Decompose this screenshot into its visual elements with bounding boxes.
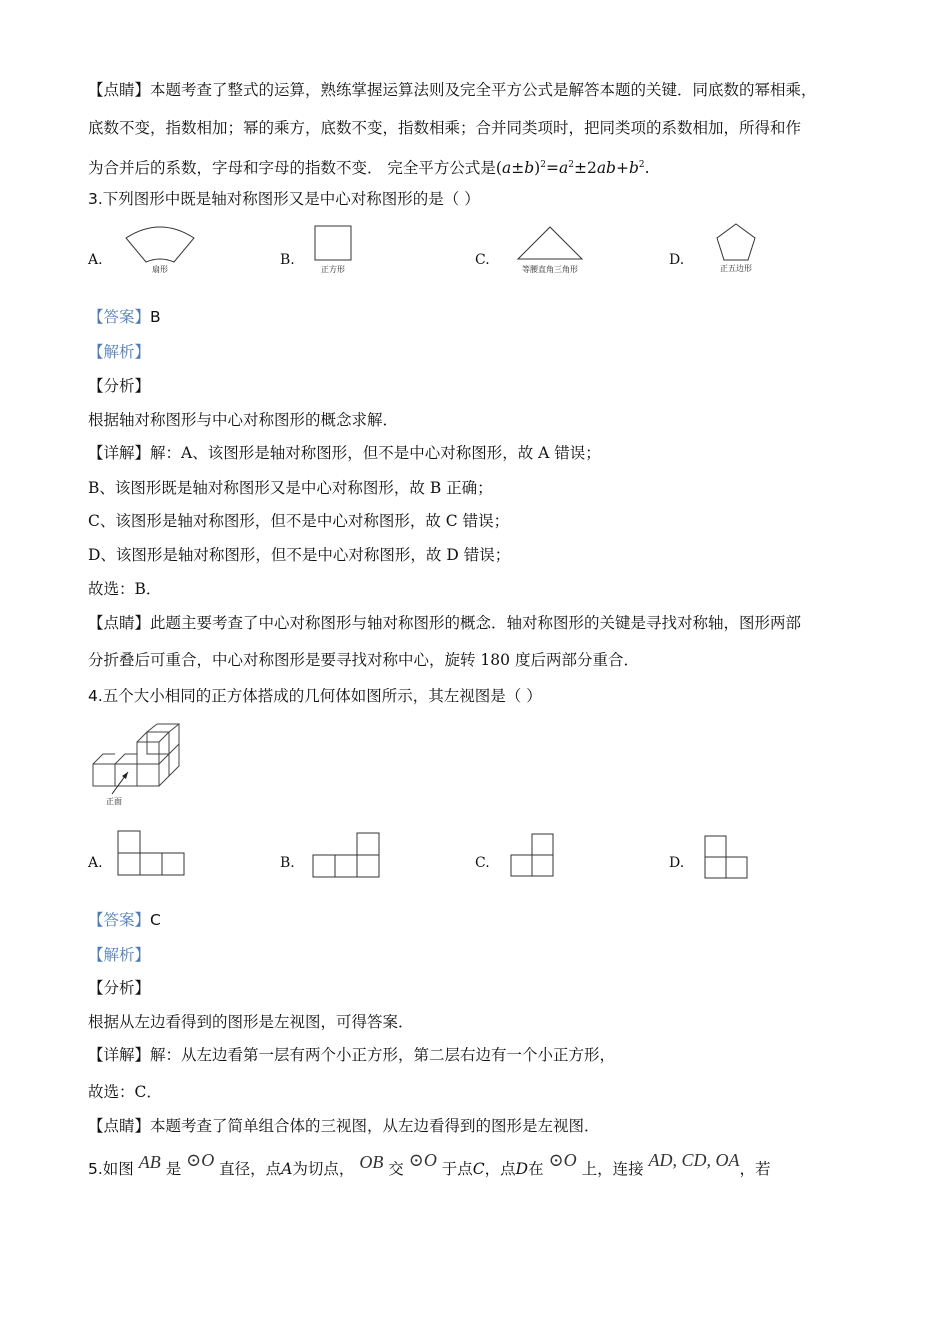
q4-option-d-label: D.	[669, 855, 685, 871]
cube-stack-figure	[88, 722, 198, 810]
q4-dianjing	[88, 1116, 600, 1136]
var-a: a	[501, 159, 512, 178]
var-b: b	[524, 159, 535, 178]
paren-close: )	[534, 159, 541, 178]
question-3	[88, 189, 480, 209]
point-a: A	[281, 1160, 293, 1178]
xiangjie-text: 解：从左边看第一层有两个小正方形，第二层右边有一个小正方形，	[150, 1046, 616, 1064]
dianjing-text: 本题考查了整式的运算，熟练掌握运算法则及完全平方公式是解答本题的关键．同底数的幂相乘，	[150, 81, 817, 99]
q3-dianjing-2: 分折叠后可重合，中心对称图形是要寻找对称中心，旋转 180 度后两部分重合．	[88, 651, 639, 669]
q4-view-d	[701, 832, 755, 884]
var-a: a	[558, 159, 569, 178]
q3-option-a-label: A.	[88, 252, 103, 268]
segment-ob: OB	[359, 1152, 384, 1172]
q5-text: ，点	[484, 1160, 516, 1178]
q3-option-c-label: C.	[475, 252, 490, 268]
circle-o: ⊙O	[186, 1150, 215, 1170]
pm-two: ±2	[573, 159, 597, 178]
dianjing-text: 此题主要考查了中心对称图形与轴对称图形的概念．轴对称图形的关键是寻找对称轴，图形两部	[150, 614, 802, 632]
q5-text: 交	[388, 1160, 404, 1178]
q4-choose: 故选：C．	[88, 1083, 162, 1101]
q5-text: ，若	[739, 1160, 771, 1178]
q3-answer	[88, 307, 161, 327]
q3-c-line: C、该图形是轴对称图形，但不是中心对称图形，故 C 错误；	[88, 512, 510, 530]
dianjing-tag: 【点睛】	[88, 614, 151, 632]
q3-choose: 故选：B．	[88, 580, 162, 598]
q3-caption-d: 正五边形	[720, 264, 752, 273]
q3-caption-c: 等腰直角三角形	[522, 265, 578, 274]
dianjing-line-3	[88, 155, 650, 178]
answer-value: B	[150, 308, 161, 326]
var-ab: ab	[596, 159, 616, 178]
q5-text: 在	[528, 1160, 544, 1178]
answer-tag: 【答案】	[88, 911, 151, 929]
pm-sign: ±	[511, 159, 525, 178]
q4-option-b-label: B.	[280, 855, 295, 871]
front-label: 正面	[106, 797, 122, 806]
q4-fenxi-tag: 【分析】	[88, 979, 151, 997]
dianjing-text: 本题考查了简单组合体的三视图，从左边看得到的图形是左视图．	[150, 1117, 600, 1135]
dianjing-line-2	[88, 118, 801, 138]
q3-jiexi-tag: 【解析】	[88, 343, 151, 361]
q4-fenxi: 根据从左边看得到的图形是左视图，可得答案．	[88, 1013, 414, 1031]
q3-caption-a: 扇形	[152, 265, 168, 274]
q4-option-a-label: A.	[88, 855, 103, 871]
question-5	[88, 1150, 771, 1179]
isosceles-right-triangle-figure	[508, 222, 592, 278]
regular-pentagon-figure	[706, 220, 766, 278]
q4-xiangjie	[88, 1045, 615, 1065]
sector-figure	[120, 222, 200, 278]
q4-jiexi-tag: 【解析】	[88, 946, 151, 964]
q3-d-line: D、该图形是轴对称图形，但不是中心对称图形，故 D 错误；	[88, 546, 511, 564]
q3-option-d-label: D.	[669, 252, 685, 268]
point-c: C	[472, 1160, 485, 1178]
q4-answer	[88, 910, 161, 930]
question-number: 5.	[88, 1160, 103, 1178]
answer-tag: 【答案】	[88, 308, 151, 326]
question-text: 下列图形中既是轴对称图形又是中心对称图形的是（ ）	[102, 190, 480, 208]
dianjing-line-1	[88, 80, 817, 100]
q3-fenxi-tag: 【分析】	[88, 377, 151, 395]
exponent: 2	[638, 160, 645, 170]
q3-b-line: B、该图形既是轴对称图形又是中心对称图形，故 B 正确；	[88, 479, 493, 497]
q3-option-b-label: B.	[280, 252, 295, 268]
question-number: 3.	[88, 190, 103, 208]
q3-fenxi: 根据轴对称图形与中心对称图形的概念求解．	[88, 411, 399, 429]
q4-view-b	[309, 830, 383, 882]
exponent: 2	[540, 160, 546, 170]
q5-text: 直径，点	[219, 1160, 282, 1178]
q4-view-c	[506, 830, 560, 882]
question-text: 五个大小相同的正方体搭成的几何体如图所示，其左视图是（ ）	[102, 687, 542, 705]
dianjing-text: 底数不变，指数相加；幂的乘方，底数不变，指数相乘；合并同类项时，把同类项的系数相加，所得和作	[88, 119, 802, 137]
q5-text: 上，连接	[581, 1160, 644, 1178]
xiangjie-text: 解：A、该图形是轴对称图形，但不是中心对称图形，故 A 错误；	[150, 444, 601, 462]
point-d: D	[515, 1160, 529, 1178]
var-b: b	[628, 159, 639, 178]
xiangjie-tag: 【详解】	[88, 444, 151, 462]
circle-o: ⊙O	[548, 1150, 577, 1170]
dianjing-tag: 【点睛】	[88, 1117, 151, 1135]
equals-sign: =	[545, 159, 559, 178]
q4-option-c-label: C.	[475, 855, 490, 871]
dianjing-tag: 【点睛】	[88, 81, 151, 99]
period: .	[644, 159, 650, 178]
formula-intro: 为合并后的系数，字母和字母的指数不变． 完全平方公式是(	[88, 159, 502, 178]
q4-view-a	[114, 828, 188, 880]
exponent: 2	[568, 160, 574, 170]
segment-ab: AB	[138, 1152, 161, 1172]
segments-ad-cd-oa: AD, CD, OA	[648, 1150, 740, 1170]
xiangjie-tag: 【详解】	[88, 1046, 151, 1064]
q3-xiangjie	[88, 443, 601, 463]
plus-sign: +	[615, 159, 629, 178]
q5-text: 是	[165, 1160, 182, 1178]
q5-text: 如图	[102, 1160, 134, 1178]
question-4	[88, 686, 542, 706]
question-number: 4.	[88, 687, 103, 705]
square-figure	[305, 222, 365, 278]
q3-dianjing-1	[88, 613, 801, 633]
answer-value: C	[150, 911, 161, 929]
q5-text: 于点	[441, 1160, 473, 1178]
circle-o: ⊙O	[408, 1150, 437, 1170]
q5-text: 为切点，	[292, 1160, 355, 1178]
q3-caption-b: 正方形	[321, 265, 345, 274]
